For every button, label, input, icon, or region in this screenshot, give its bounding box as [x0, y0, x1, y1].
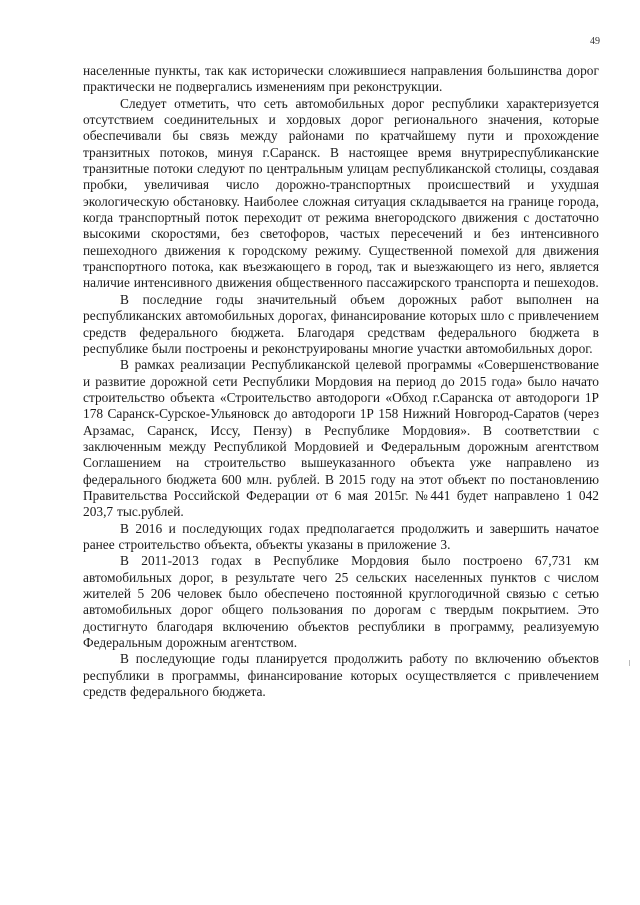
- page-number: 49: [590, 36, 600, 47]
- paragraph-future-construction: В 2016 и последующих годах предполагается продолжить и завершить начатое ранее строительство объекта, объекты указаны в приложение 3.: [83, 520, 599, 552]
- document-body: [83, 63, 599, 700]
- paragraph-target-program: В рамках реализации Республиканской целевой программы «Совершенствование и развитие дорожной сети Республики Мордовия на период до 2015 года» было начато строительство объекта «Строительство автодороги «Обход г.Саранска от автодороги 1Р 178 Саранск-Сурское-Ульяновск до автодороги 1Р 158 Нижний Новгород-Саратов (через Арзамас, Саранск, Иссу, Пензу) в Республике Мордовия». В соответствии с заключенным между Республикой Мордовией и Федеральным дорожным агентством Соглашением на строительство вышеуказанного объекта уже направлено из федерального бюджета 600 млн. рублей. В 2015 году на этот объект по постановлению Правительства Российской Федерации от 6 мая 2015г. №441 будет направлено 1 042 203,7 тыс.рублей.: [83, 357, 599, 520]
- paragraph-future-plans: В последующие годы планируется продолжить работу по включению объектов республики в программы, финансирование которых осуществляется с привлечением средств федерального бюджета.: [83, 651, 599, 700]
- paragraph-road-works: В последние годы значительный объем дорожных работ выполнен на республиканских автомобильных дорогах, финансирование которых шло с привлечением средств федерального бюджета. Благодаря средствам федерального бюджета в республике были построены и реконструированы многие участки автомобильных дорог.: [83, 291, 599, 356]
- scan-margin-mark: [629, 660, 630, 666]
- paragraph-road-network: Следует отметить, что сеть автомобильных дорог республики характеризуется отсутствием соединительных и хордовых дорог регионального значения, которые обеспечивали бы связь между районами по кратчайшему пути и прохождение транзитных потоков, минуя г.Саранск. В настоящее время внутриреспубликанские транзитные потоки следуют по центральным улицам республиканской столицы, создавая пробки, увеличивая число дорожно-транспортных происшествий и ухудшая экологическую обстановку. Наиболее сложная ситуация складывается на границе города, когда транспортный поток переходит от режима внегородского движения с достаточно высокими скоростями, без светофоров, частых пересечений и без интенсивного пешеходного движения к городскому режиму. Существенной помехой для движения транспортного потока, как въезжающего в город, так и выезжающего из него, является наличие интенсивного движения общественного пассажирского транспорта и пешеходов.: [83, 95, 599, 291]
- paragraph-continuation: населенные пункты, так как исторически сложившиеся направления большинства дорог практически не подвергались изменениям при реконструкции.: [83, 63, 599, 95]
- paragraph-2011-2013-results: В 2011-2013 годах в Республике Мордовия было построено 67,731 км автомобильных дорог, в результате чего 25 сельских населенных пунктов с числом жителей 5 206 человек было обеспечено постоянной круглогодичной связью с сетью автомобильных дорог общего пользования по дорогам с твердым покрытием. Это достигнуто благодаря включению объектов республики в программу, реализуемую Федеральным дорожным агентством.: [83, 553, 599, 651]
